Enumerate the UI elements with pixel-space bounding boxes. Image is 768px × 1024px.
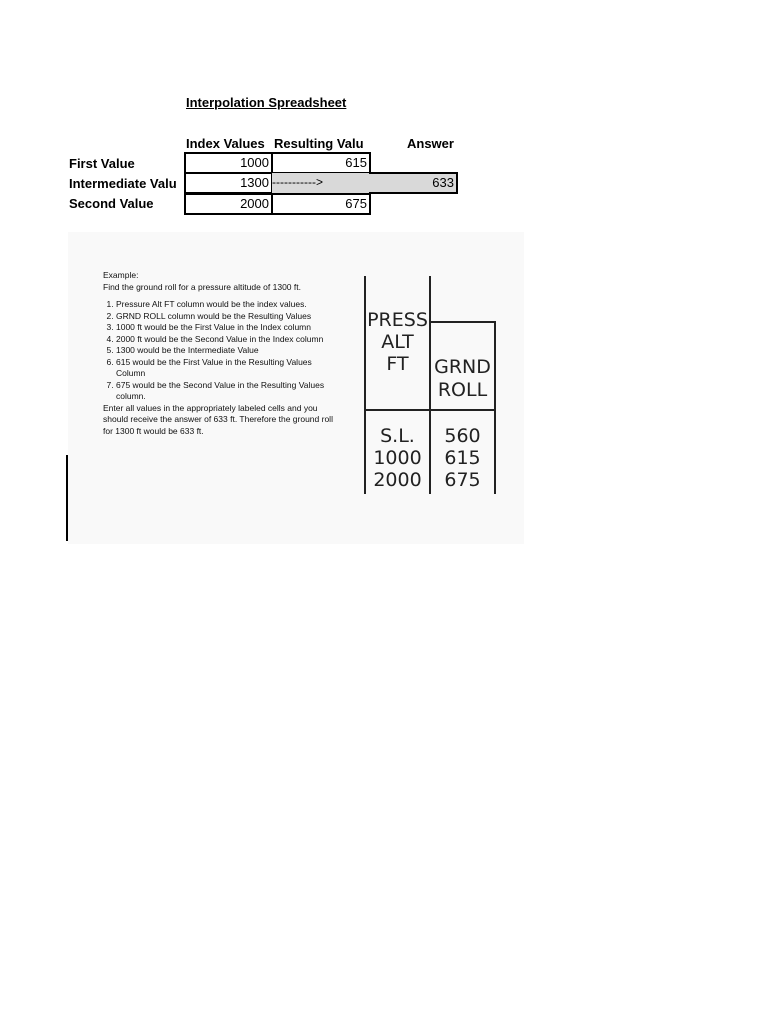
grnd-roll-header-1: GRND (434, 356, 491, 378)
example-conclusion: Enter all values in the appropriately labeled cells and you should receive the answer of 633 ft. Therefore the ground roll for 1300 ft would be 633 ft. (103, 402, 333, 436)
example-heading: Example: (103, 270, 139, 280)
example-step: 3. 1000 ft would be the First Value in the Index column (116, 322, 338, 334)
example-step: 6. 615 would be the First Value in the Resulting Values Column (116, 357, 338, 380)
example-image (68, 232, 524, 544)
row-label-second-value: Second Value (69, 196, 154, 211)
grnd-roll-header-2: ROLL (437, 379, 488, 401)
table-header-top-rule (431, 321, 496, 323)
second-result-cell[interactable]: 675 (271, 193, 371, 215)
press-alt-header-2: ALT (381, 331, 414, 353)
sheet-title: Interpolation Spreadsheet (186, 95, 347, 110)
interpolation-arrow: -----------> (272, 173, 369, 193)
example-steps (103, 299, 338, 403)
table-right-rule (494, 322, 496, 494)
example-instructions (103, 270, 338, 437)
press-alt-header-3: FT (386, 353, 409, 375)
press-alt-value: 1000 (373, 447, 422, 469)
example-step: 1. Pressure Alt FT column would be the index values. (116, 299, 338, 311)
example-step: 7. 675 would be the Second Value in the Resulting Values column. (116, 380, 338, 403)
header-answer: Answer (407, 136, 454, 151)
answer-cell[interactable]: 633 (369, 172, 458, 194)
header-index-values: Index Values (186, 136, 265, 151)
row-label-first-value: First Value (69, 156, 135, 171)
table-header-bottom-rule (364, 409, 496, 411)
example-step: 5. 1300 would be the Intermediate Value (116, 345, 338, 357)
grnd-roll-value: 615 (444, 447, 481, 469)
row-label-intermediate-value: Intermediate Valu (69, 176, 177, 191)
grnd-roll-value: 675 (444, 469, 481, 491)
header-resulting-values: Resulting Valu (274, 136, 364, 151)
grnd-roll-value: 560 (444, 425, 481, 447)
first-index-cell[interactable]: 1000 (184, 152, 273, 174)
second-index-cell[interactable]: 2000 (184, 193, 273, 215)
example-step: 2. GRND ROLL column would be the Resulting Values (116, 311, 338, 323)
press-alt-value: S.L. (380, 425, 415, 447)
example-step: 4. 2000 ft would be the Second Value in the Index column (116, 334, 338, 346)
intermediate-index-cell[interactable]: 1300 (184, 172, 273, 194)
press-alt-value: 2000 (373, 469, 422, 491)
press-alt-header-1: PRESS (367, 309, 428, 331)
first-result-cell[interactable]: 615 (271, 152, 371, 174)
cell-cursor-line (66, 455, 68, 541)
example-prompt: Find the ground roll for a pressure altitude of 1300 ft. (103, 281, 301, 292)
